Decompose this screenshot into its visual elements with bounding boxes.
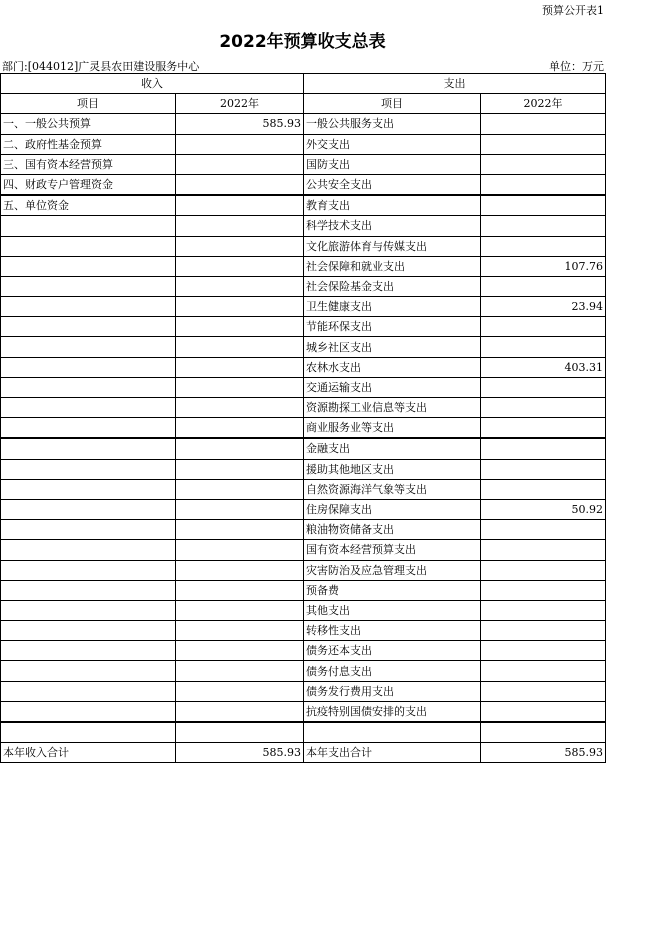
expense-value-cell: 403.31	[481, 357, 606, 377]
income-item-cell: 四、财政专户管理资金	[1, 174, 176, 195]
table-row	[1, 337, 606, 357]
income-value-cell	[176, 438, 304, 459]
income-total-label: 本年收入合计	[1, 743, 176, 763]
income-item-cell	[1, 722, 176, 743]
expense-item-cell: 粮油物资储备支出	[304, 520, 481, 540]
income-item-cell	[1, 540, 176, 560]
expense-value-cell	[481, 722, 606, 743]
income-item-cell	[1, 681, 176, 701]
expense-value-cell	[481, 276, 606, 296]
income-item-cell	[1, 520, 176, 540]
expense-item-cell: 债务付息支出	[304, 661, 481, 681]
expense-value-cell	[481, 580, 606, 600]
expense-value-cell	[481, 154, 606, 174]
income-item-cell	[1, 459, 176, 479]
table-row	[1, 701, 606, 722]
expense-value-cell	[481, 540, 606, 560]
expense-item-cell	[304, 722, 481, 743]
expense-item-header: 项目	[304, 94, 481, 114]
expense-item-cell: 金融支出	[304, 438, 481, 459]
income-item-cell	[1, 398, 176, 418]
expense-value-cell	[481, 398, 606, 418]
expense-value-cell	[481, 114, 606, 134]
expense-item-cell: 债务还本支出	[304, 641, 481, 661]
table-row	[1, 398, 606, 418]
table-row	[1, 540, 606, 560]
income-header: 收入	[1, 74, 304, 94]
income-item-cell: 二、政府性基金预算	[1, 134, 176, 154]
table-row	[1, 377, 606, 397]
table-row	[1, 114, 606, 134]
income-value-cell	[176, 377, 304, 397]
table-row	[1, 297, 606, 317]
income-item-cell	[1, 377, 176, 397]
expense-value-cell	[481, 621, 606, 641]
income-value-cell	[176, 621, 304, 641]
expense-value-cell	[481, 337, 606, 357]
income-value-cell	[176, 520, 304, 540]
expense-value-cell	[481, 134, 606, 154]
expense-item-cell: 交通运输支出	[304, 377, 481, 397]
income-value-cell	[176, 580, 304, 600]
income-item-cell	[1, 479, 176, 499]
table-row	[1, 317, 606, 337]
expense-total-value: 585.93	[481, 743, 606, 763]
expense-value-cell	[481, 681, 606, 701]
expense-item-cell: 节能环保支出	[304, 317, 481, 337]
table-row	[1, 621, 606, 641]
expense-item-cell: 文化旅游体育与传媒支出	[304, 236, 481, 256]
expense-item-cell: 社会保险基金支出	[304, 276, 481, 296]
income-item-header: 项目	[1, 94, 176, 114]
income-value-cell: 585.93	[176, 114, 304, 134]
expense-value-cell	[481, 317, 606, 337]
table-row	[1, 600, 606, 620]
expense-value-cell	[481, 479, 606, 499]
expense-item-cell: 科学技术支出	[304, 216, 481, 236]
expense-item-cell: 卫生健康支出	[304, 297, 481, 317]
budget-table	[0, 73, 606, 763]
income-value-cell	[176, 681, 304, 701]
expense-item-cell: 债务发行费用支出	[304, 681, 481, 701]
expense-item-cell: 国有资本经营预算支出	[304, 540, 481, 560]
income-item-cell	[1, 580, 176, 600]
table-row	[1, 520, 606, 540]
expense-item-cell: 公共安全支出	[304, 174, 481, 195]
expense-item-cell: 国防支出	[304, 154, 481, 174]
expense-value-cell	[481, 418, 606, 439]
table-row	[1, 560, 606, 580]
income-value-cell	[176, 701, 304, 722]
expense-item-cell: 资源勘探工业信息等支出	[304, 398, 481, 418]
income-value-cell	[176, 236, 304, 256]
income-item-cell	[1, 499, 176, 519]
income-value-cell	[176, 216, 304, 236]
expense-value-cell	[481, 459, 606, 479]
table-row	[1, 357, 606, 377]
income-item-cell	[1, 256, 176, 276]
expense-item-cell: 预备费	[304, 580, 481, 600]
income-item-cell	[1, 600, 176, 620]
expense-value-cell: 107.76	[481, 256, 606, 276]
expense-item-cell: 灾害防治及应急管理支出	[304, 560, 481, 580]
expense-value-cell	[481, 661, 606, 681]
expense-value-cell	[481, 520, 606, 540]
income-value-cell	[176, 600, 304, 620]
table-row	[1, 134, 606, 154]
income-value-cell	[176, 195, 304, 216]
expense-value-cell	[481, 701, 606, 722]
income-item-cell	[1, 236, 176, 256]
income-value-cell	[176, 722, 304, 743]
income-value-cell	[176, 337, 304, 357]
unit-label: 单位：万元	[549, 60, 604, 73]
table-row	[1, 276, 606, 296]
expense-year-header: 2022年	[481, 94, 606, 114]
table-row	[1, 195, 606, 216]
income-item-cell	[1, 276, 176, 296]
income-value-cell	[176, 154, 304, 174]
income-item-cell	[1, 621, 176, 641]
income-value-cell	[176, 398, 304, 418]
income-item-cell	[1, 641, 176, 661]
table-row	[1, 236, 606, 256]
income-value-cell	[176, 661, 304, 681]
income-value-cell	[176, 418, 304, 439]
expense-item-cell: 自然资源海洋气象等支出	[304, 479, 481, 499]
income-item-cell: 五、单位资金	[1, 195, 176, 216]
total-row	[1, 743, 606, 763]
expense-item-cell: 社会保障和就业支出	[304, 256, 481, 276]
income-value-cell	[176, 499, 304, 519]
expense-item-cell: 其他支出	[304, 600, 481, 620]
table-row	[1, 216, 606, 236]
expense-item-cell: 转移性支出	[304, 621, 481, 641]
expense-item-cell: 住房保障支出	[304, 499, 481, 519]
income-value-cell	[176, 317, 304, 337]
expense-item-cell: 城乡社区支出	[304, 337, 481, 357]
expense-value-cell	[481, 174, 606, 195]
income-item-cell	[1, 661, 176, 681]
expense-value-cell	[481, 600, 606, 620]
table-row	[1, 438, 606, 459]
expense-item-cell: 商业服务业等支出	[304, 418, 481, 439]
page-title: 2022年预算收支总表	[219, 32, 386, 52]
income-value-cell	[176, 459, 304, 479]
table-row	[1, 722, 606, 743]
table-row	[1, 174, 606, 195]
income-item-cell	[1, 418, 176, 439]
table-row	[1, 418, 606, 439]
income-value-cell	[176, 560, 304, 580]
income-item-cell	[1, 701, 176, 722]
expense-value-cell: 50.92	[481, 499, 606, 519]
table-row	[1, 681, 606, 701]
table-row	[1, 499, 606, 519]
income-value-cell	[176, 540, 304, 560]
table-row	[1, 459, 606, 479]
expense-item-cell: 教育支出	[304, 195, 481, 216]
income-value-cell	[176, 357, 304, 377]
table-row	[1, 479, 606, 499]
table-row	[1, 256, 606, 276]
income-item-cell	[1, 438, 176, 459]
income-value-cell	[176, 297, 304, 317]
income-item-cell	[1, 297, 176, 317]
income-item-cell: 三、国有资本经营预算	[1, 154, 176, 174]
expense-value-cell	[481, 438, 606, 459]
expense-value-cell: 23.94	[481, 297, 606, 317]
income-item-cell	[1, 216, 176, 236]
income-item-cell	[1, 357, 176, 377]
expense-item-cell: 一般公共服务支出	[304, 114, 481, 134]
income-value-cell	[176, 256, 304, 276]
expense-header: 支出	[304, 74, 606, 94]
expense-item-cell: 抗疫特别国债安排的支出	[304, 701, 481, 722]
income-value-cell	[176, 174, 304, 195]
table-row	[1, 641, 606, 661]
table-row	[1, 661, 606, 681]
expense-value-cell	[481, 641, 606, 661]
table-number-label: 预算公开表1	[542, 4, 604, 17]
department-label: 部门:[044012]广灵县农田建设服务中心	[2, 60, 200, 73]
income-item-cell	[1, 337, 176, 357]
income-year-header: 2022年	[176, 94, 304, 114]
income-item-cell	[1, 560, 176, 580]
expense-item-cell: 农林水支出	[304, 357, 481, 377]
income-value-cell	[176, 134, 304, 154]
income-value-cell	[176, 276, 304, 296]
expense-item-cell: 援助其他地区支出	[304, 459, 481, 479]
expense-value-cell	[481, 195, 606, 216]
income-total-value: 585.93	[176, 743, 304, 763]
income-value-cell	[176, 479, 304, 499]
expense-value-cell	[481, 216, 606, 236]
expense-total-label: 本年支出合计	[304, 743, 481, 763]
table-row	[1, 580, 606, 600]
expense-item-cell: 外交支出	[304, 134, 481, 154]
table-row	[1, 154, 606, 174]
income-value-cell	[176, 641, 304, 661]
income-item-cell	[1, 317, 176, 337]
expense-value-cell	[481, 560, 606, 580]
expense-value-cell	[481, 377, 606, 397]
expense-value-cell	[481, 236, 606, 256]
income-item-cell: 一、一般公共预算	[1, 114, 176, 134]
